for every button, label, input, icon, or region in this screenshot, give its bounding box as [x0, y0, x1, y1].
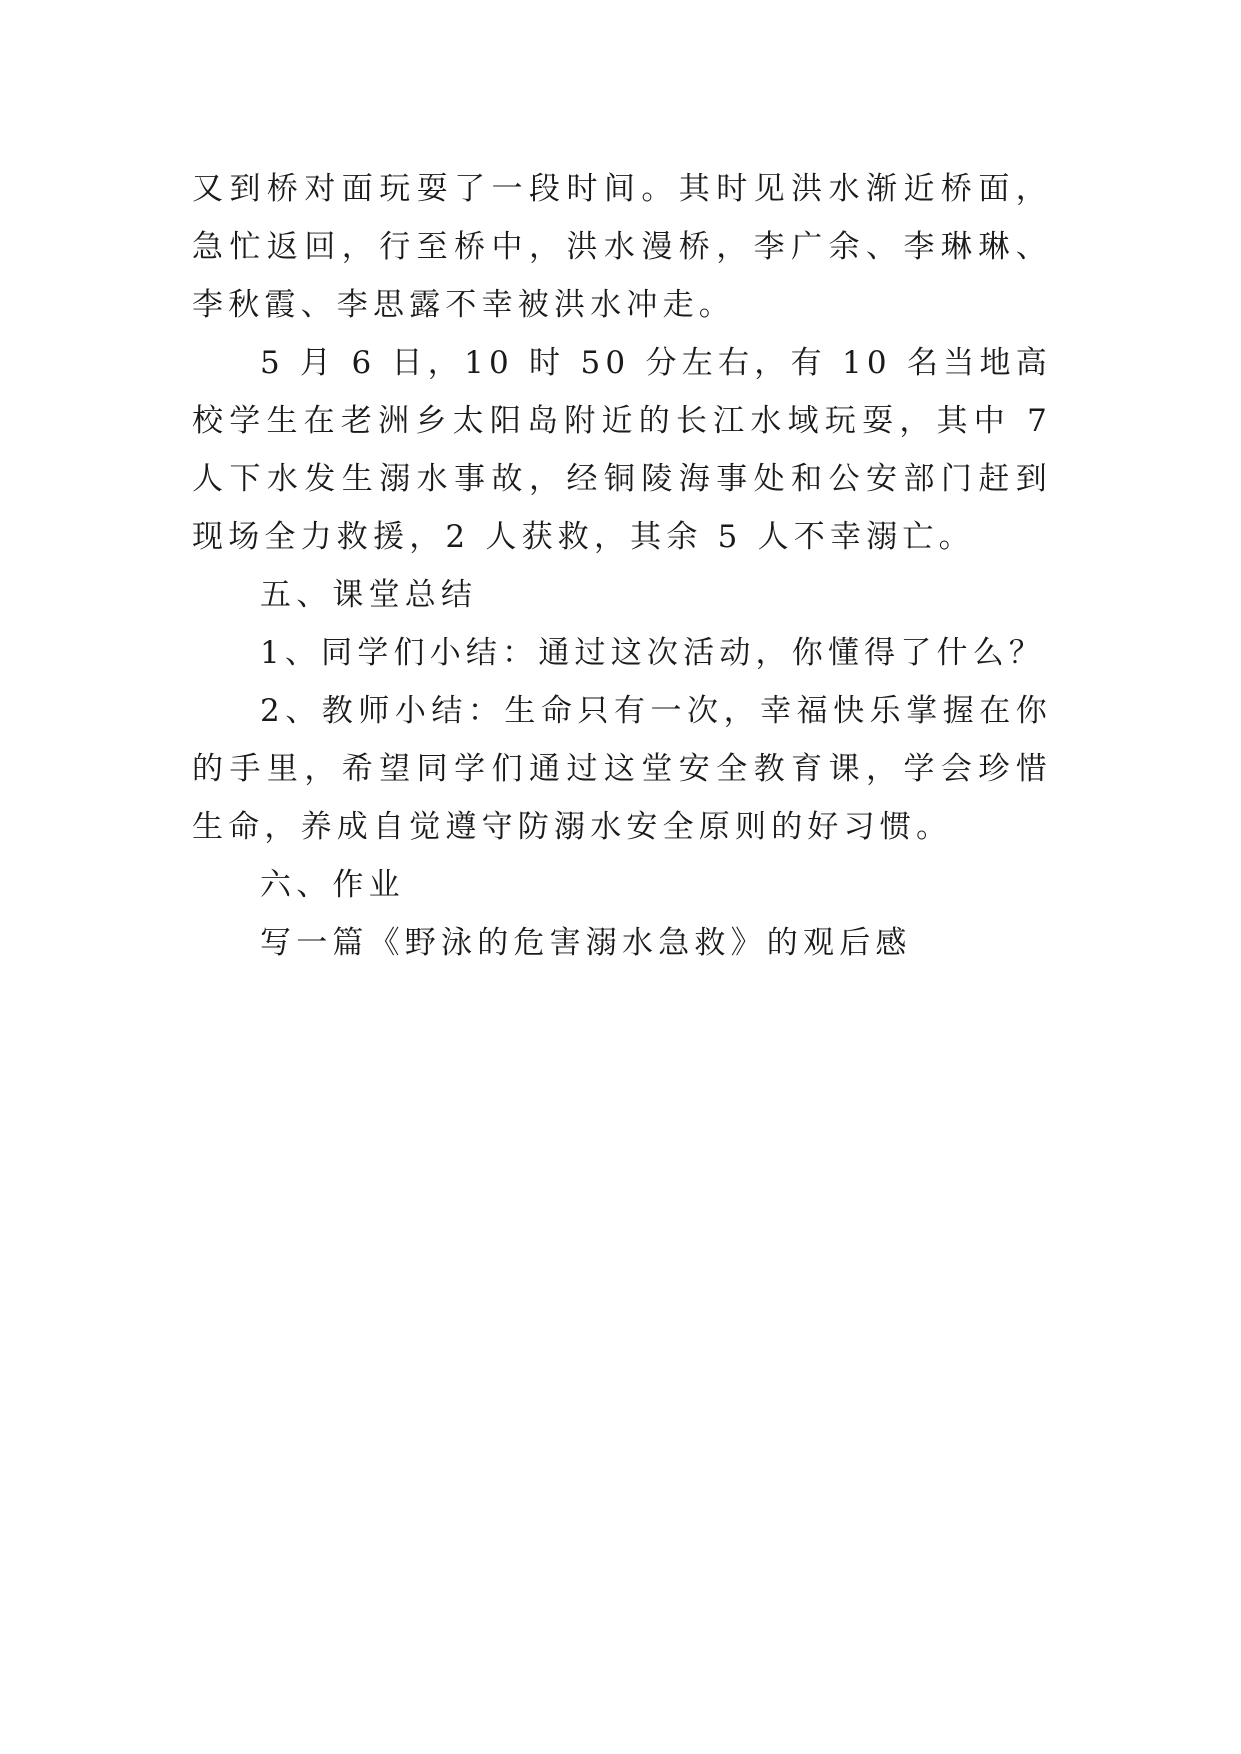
document-body — [192, 160, 1052, 972]
paragraph-may6-incident: 5 月 6 日，10 时 50 分左右，有 10 名当地高校学生在老洲乡太阳岛附近的长江水域玩耍，其中 7 人下水发生溺水事故，经铜陵海事处和公安部门赶到现场全力救援，2 人获救，其余 5 人不幸溺亡。 — [192, 345, 1052, 555]
list-item-student-summary: 1、同学们小结：通过这次活动，你懂得了什么？ — [260, 635, 1046, 671]
homework-assignment: 写一篇《野泳的危害溺水急救》的观后感 — [260, 925, 912, 961]
section-heading-summary: 五、课堂总结 — [260, 577, 478, 613]
section-heading-homework: 六、作业 — [260, 867, 405, 903]
paragraph-flood-continuation: 又到桥对面玩耍了一段时间。其时见洪水渐近桥面，急忙返回，行至桥中，洪水漫桥，李广余、李琳琳、李秋霞、李思露不幸被洪水冲走。 — [192, 171, 1052, 323]
list-item-teacher-summary: 2、教师小结：生命只有一次，幸福快乐掌握在你的手里，希望同学们通过这堂安全教育课，学会珍惜生命，养成自觉遵守防溺水安全原则的好习惯。 — [192, 693, 1052, 845]
